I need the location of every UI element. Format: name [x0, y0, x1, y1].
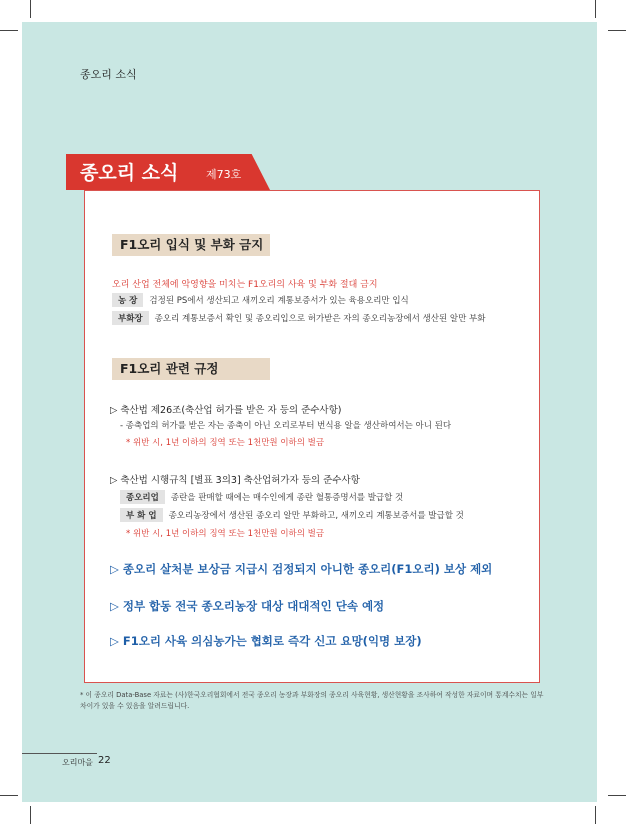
- law2-row-hatchery: [120, 508, 464, 522]
- footer-magazine-name: 오리마을: [62, 758, 93, 767]
- ban-headline: 오리 산업 전체에 악영향을 미치는 F1오리의 사육 및 부화 절대 금지: [112, 280, 378, 290]
- law2-row-hatchery-text: 종오리농장에서 생산된 종오리 알만 부화하고, 새끼오리 계통보증서를 발급할 것: [168, 511, 464, 521]
- crop-mark: [608, 30, 626, 31]
- section-heading-rules: F1오리 관련 규정: [112, 358, 270, 380]
- crop-mark: [0, 795, 18, 796]
- tag-breeder: 종오리업: [120, 490, 165, 504]
- tag-hatchery-business: 부 화 업: [120, 508, 163, 522]
- law1-penalty: * 위반 시, 1년 이하의 징역 또는 1천만원 이하의 벌금: [126, 438, 325, 448]
- footnote: * 이 종오리 Data-Base 자료는 (사)한국오리협회에서 전국 종오리 농장과 부화장의 종오리 사육현황, 생산현황을 조사하여 작성한 자료이며 통계수치는 일부 차이가 있을 수 있음을 알려드립니다.: [80, 691, 544, 710]
- law1-detail: - 종축업의 허가를 받은 자는 종축이 아닌 오리로부터 번식용 알을 생산하여서는 아니 된다: [120, 421, 452, 431]
- law2-row-breeder: [120, 490, 403, 504]
- crop-mark: [30, 806, 31, 824]
- law1-title: ▷ 축산법 제26조(축산업 허가를 받은 자 등의 준수사항): [110, 405, 342, 416]
- notice-compensation: ▷ 종오리 살처분 보상금 지급시 검정되지 아니한 종오리(F1오리) 보상 제외: [110, 562, 493, 576]
- section-heading-ban: F1오리 입식 및 부화 금지: [112, 234, 270, 256]
- law2-row-breeder-text: 종란을 판매할 때에는 매수인에게 종란 혈통증명서를 발급할 것: [170, 493, 404, 503]
- crop-mark: [595, 806, 596, 824]
- crop-mark: [608, 795, 626, 796]
- footer-divider: [22, 753, 97, 754]
- notice-report: ▷ F1오리 사육 의심농가는 협회로 즉각 신고 요망(익명 보장): [110, 634, 422, 648]
- crop-mark: [595, 0, 596, 18]
- issue-number: 제73호: [206, 168, 242, 181]
- tag-farm: 농 장: [112, 293, 143, 307]
- notice-crackdown: ▷ 정부 합동 전국 종오리농장 대상 대대적인 단속 예정: [110, 599, 385, 613]
- crop-mark: [0, 30, 18, 31]
- ban-row-hatchery: [112, 311, 485, 325]
- tag-hatchery: 부화장: [112, 311, 149, 325]
- page-title: 종오리 소식: [80, 162, 179, 184]
- ban-row-farm: [112, 293, 409, 307]
- page-number: 22: [98, 755, 111, 766]
- law2-title: ▷ 축산법 시행규칙 [별표 3의3] 축산업허가자 등의 준수사항: [110, 475, 360, 486]
- ban-row-farm-text: 검정된 PS에서 생산되고 새끼오리 계통보증서가 있는 육용오리만 입식: [149, 296, 409, 306]
- law2-penalty: * 위반 시, 1년 이하의 징역 또는 1천만원 이하의 벌금: [126, 529, 325, 539]
- section-header-label: 종오리 소식: [80, 68, 137, 81]
- crop-mark: [30, 0, 31, 18]
- ban-row-hatchery-text: 종오리 계통보증서 확인 및 종오리입으로 허가받은 자의 종오리농장에서 생산된 알만 부화: [154, 314, 486, 324]
